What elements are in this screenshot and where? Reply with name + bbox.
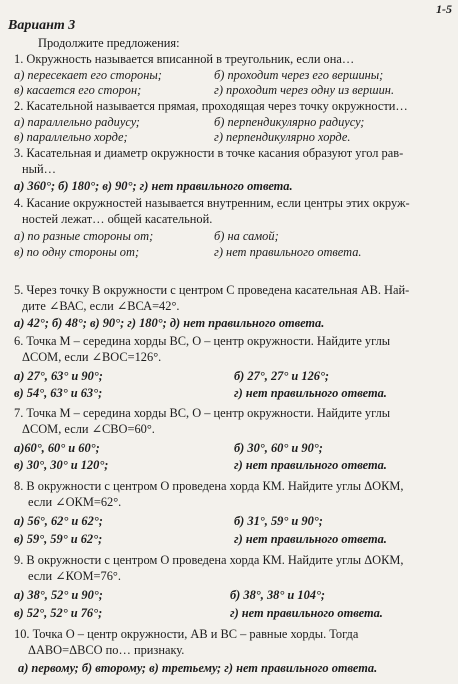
question-7-text-line2: ΔСОМ, если ∠СВО=60°. xyxy=(22,422,155,436)
question-5-text-line1: 5. Через точку В окружности с центром С проведена касательная АВ. Най- xyxy=(14,283,410,297)
question-6-option-d: г) нет правильного ответа. xyxy=(234,386,387,400)
question-2-option-a: а) параллельно радиусу; xyxy=(14,115,140,129)
question-8-option-d: г) нет правильного ответа. xyxy=(234,532,387,546)
question-2-text: 2. Касательной называется прямая, проходящая через точку окружности… xyxy=(14,99,408,113)
question-9-option-a: а) 38°, 52° и 90°; xyxy=(14,588,103,602)
question-1-text: 1. Окружность называется вписанной в треугольник, если она… xyxy=(14,52,355,66)
question-4-option-a: а) по разные стороны от; xyxy=(14,229,154,243)
question-9-option-c: в) 52°, 52° и 76°; xyxy=(14,606,103,620)
question-5-options: а) 42°; б) 48°; в) 90°; г) 180°; д) нет правильного ответа. xyxy=(14,316,325,330)
question-1-option-d: г) проходит через одну из вершин. xyxy=(214,83,395,97)
question-9-option-b: б) 38°, 38° и 104°; xyxy=(230,588,326,602)
question-4-text-line1: 4. Касание окружностей называется внутренним, если центры этих окруж- xyxy=(14,196,410,210)
question-1-option-c: в) касается его сторон; xyxy=(14,83,142,97)
question-2-option-d: г) перпендикулярно хорде. xyxy=(214,130,351,144)
question-7-option-c: в) 30°, 30° и 120°; xyxy=(14,458,109,472)
question-5-text-line2: дите ∠ВАС, если ∠ВСА=42°. xyxy=(22,299,180,313)
question-7-text-line1: 7. Точка М – середина хорды ВС, О – центр окружности. Найдите углы xyxy=(14,406,391,420)
question-1-option-b: б) проходит через его вершины; xyxy=(214,68,384,82)
page-corner-label: 1-5 xyxy=(436,2,452,16)
question-6-text-line1: 6. Точка М – середина хорды ВС, О – центр окружности. Найдите углы xyxy=(14,334,391,348)
question-7-option-a: а)60°, 60° и 60°; xyxy=(14,441,100,455)
question-10-text-line1: 10. Точка О – центр окружности, АВ и ВС – равные хорды. Тогда xyxy=(14,627,359,641)
question-4-option-d: г) нет правильного ответа. xyxy=(214,245,362,259)
question-9-text-line1: 9. В окружности с центром О проведена хорда КМ. Найдите углы ΔОКМ, xyxy=(14,553,404,567)
question-2-option-b: б) перпендикулярно радиусу; xyxy=(214,115,365,129)
question-3-options: а) 360°; б) 180°; в) 90°; г) нет правильного ответа. xyxy=(14,179,293,193)
instruction: Продолжите предложения: xyxy=(38,36,180,50)
question-4-option-c: в) по одну стороны от; xyxy=(14,245,140,259)
question-8-text-line1: 8. В окружности с центром О проведена хорда КМ. Найдите углы ΔОКМ, xyxy=(14,479,404,493)
question-10-options: а) первому; б) второму; в) третьему; г) нет правильного ответа. xyxy=(18,661,378,675)
question-9-option-d: г) нет правильного ответа. xyxy=(230,606,383,620)
question-8-option-c: в) 59°, 59° и 62°; xyxy=(14,532,103,546)
question-3-text-line2: ный… xyxy=(22,162,56,176)
question-10-text-line2: ΔАВО=ΔВСО по… признаку. xyxy=(28,643,185,657)
question-6-text-line2: ΔСОМ, если ∠ВОС=126°. xyxy=(22,350,162,364)
question-3-text-line1: 3. Касательная и диаметр окружности в точке касания образуют угол рав- xyxy=(14,146,404,160)
question-6-option-b: б) 27°, 27° и 126°; xyxy=(234,369,330,383)
question-8-option-a: а) 56°, 62° и 62°; xyxy=(14,514,103,528)
question-8-option-b: б) 31°, 59° и 90°; xyxy=(234,514,323,528)
question-4-text-line2: ностей лежат… общей касательной. xyxy=(22,212,213,226)
question-2-option-c: в) параллельно хорде; xyxy=(14,130,128,144)
question-6-option-c: в) 54°, 63° и 63°; xyxy=(14,386,103,400)
question-4-option-b: б) на самой; xyxy=(214,229,279,243)
variant-title: Вариант 3 xyxy=(8,18,76,33)
question-9-text-line2: если ∠КОМ=76°. xyxy=(28,569,121,583)
question-7-option-b: б) 30°, 60° и 90°; xyxy=(234,441,323,455)
question-7-option-d: г) нет правильного ответа. xyxy=(234,458,387,472)
question-8-text-line2: если ∠ОКМ=62°. xyxy=(28,495,122,509)
question-6-option-a: а) 27°, 63° и 90°; xyxy=(14,369,103,383)
question-1-option-a: а) пересекает его стороны; xyxy=(14,68,162,82)
